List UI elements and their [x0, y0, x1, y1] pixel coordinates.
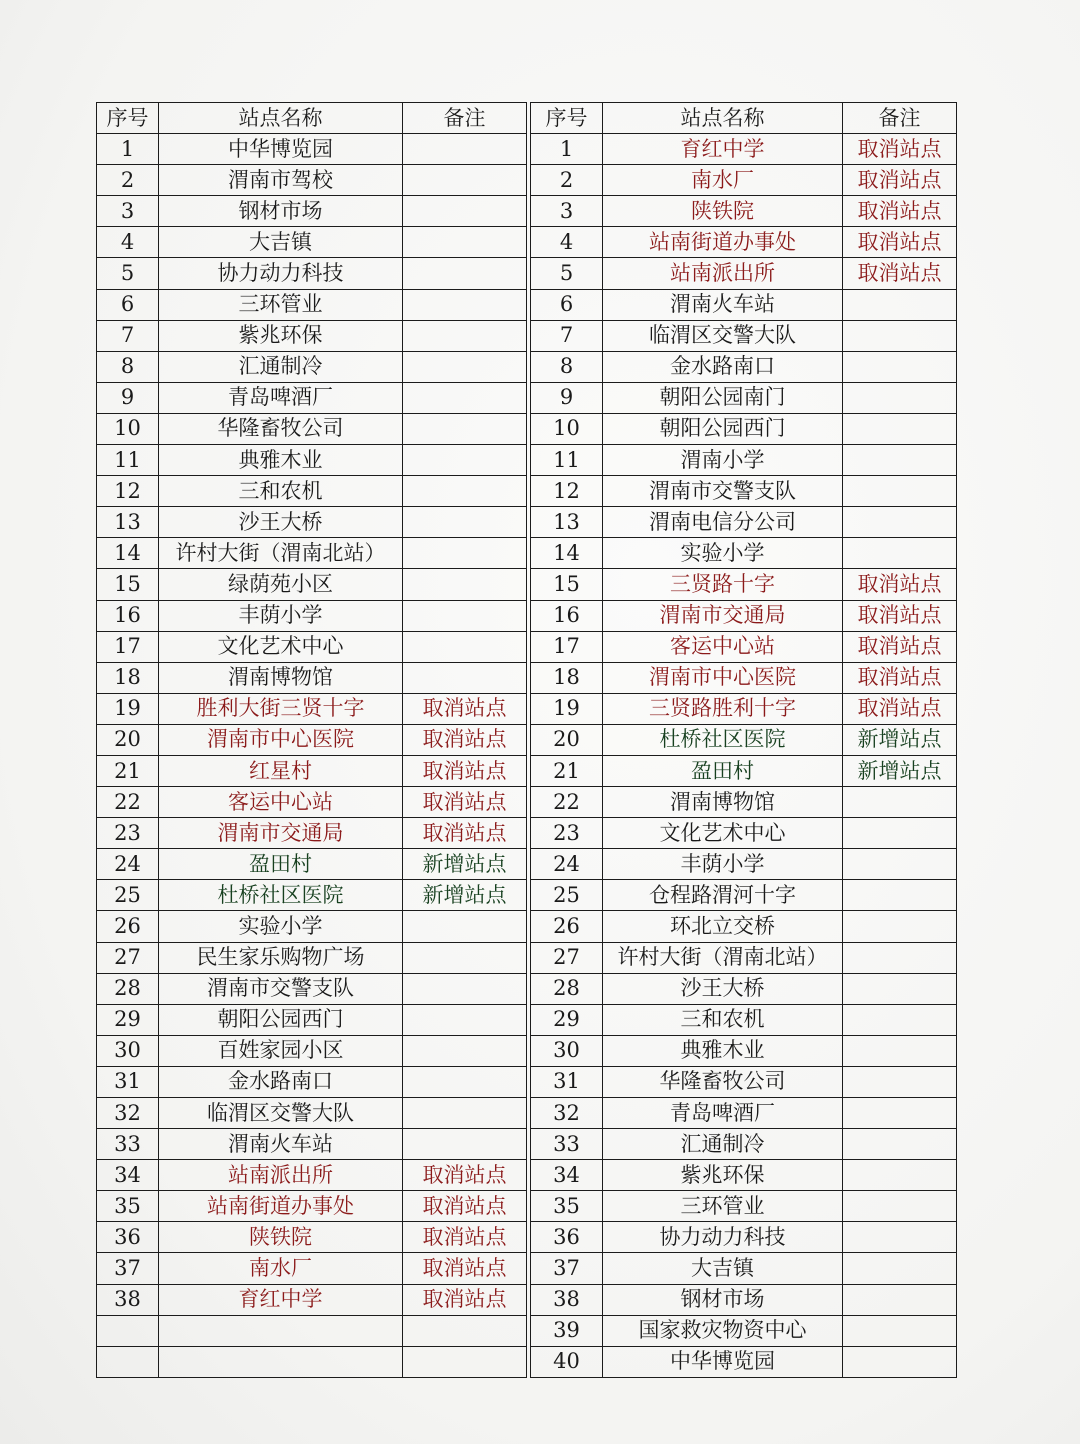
- left-seq-cell: 1: [97, 134, 159, 165]
- left-seq-cell: 33: [97, 1129, 159, 1160]
- table-row: [97, 382, 957, 413]
- right-seq-cell: 30: [531, 1035, 603, 1066]
- table-row: [97, 662, 957, 693]
- left-note-cell: [403, 476, 527, 507]
- table-row: [97, 1346, 957, 1377]
- left-seq-cell: 14: [97, 538, 159, 569]
- right-station-name: 丰荫小学: [603, 849, 843, 880]
- left-seq-cell: 13: [97, 507, 159, 538]
- left-station-name: 文化艺术中心: [159, 631, 403, 662]
- left-station-name: 丰荫小学: [159, 600, 403, 631]
- right-station-name: 渭南电信分公司: [603, 507, 843, 538]
- right-station-name: 实验小学: [603, 538, 843, 569]
- left-note-cell: [403, 631, 527, 662]
- right-station-name: 渭南火车站: [603, 289, 843, 320]
- right-station-name: 三和农机: [603, 1004, 843, 1035]
- right-note-cell: [843, 1222, 957, 1253]
- left-seq-cell: 28: [97, 973, 159, 1004]
- table-row: [97, 258, 957, 289]
- right-note-cell: [843, 911, 957, 942]
- left-station-name: 紫兆环保: [159, 320, 403, 351]
- right-note-cell: 取消站点: [843, 227, 957, 258]
- left-note-cell: [403, 662, 527, 693]
- left-station-name: 盈田村: [159, 849, 403, 880]
- left-seq-cell: 4: [97, 227, 159, 258]
- left-seq-cell: 3: [97, 196, 159, 227]
- right-note-cell: [843, 942, 957, 973]
- right-note-cell: [843, 1284, 957, 1315]
- right-seq-cell: 17: [531, 631, 603, 662]
- right-seq-cell: 28: [531, 973, 603, 1004]
- left-seq-cell: 6: [97, 289, 159, 320]
- right-station-name: 渭南市中心医院: [603, 662, 843, 693]
- left-note-cell: 取消站点: [403, 1191, 527, 1222]
- right-station-name: 青岛啤酒厂: [603, 1098, 843, 1129]
- table-row: [97, 1160, 957, 1191]
- left-note-cell: 取消站点: [403, 1253, 527, 1284]
- right-seq-cell: 27: [531, 942, 603, 973]
- left-station-name: 渭南火车站: [159, 1129, 403, 1160]
- left-seq-cell: 18: [97, 662, 159, 693]
- table-row: [97, 724, 957, 755]
- right-station-name: 站南派出所: [603, 258, 843, 289]
- right-note-cell: [843, 1129, 957, 1160]
- right-note-cell: 取消站点: [843, 196, 957, 227]
- left-note-cell: [403, 1129, 527, 1160]
- right-seq-cell: 36: [531, 1222, 603, 1253]
- right-note-cell: [843, 320, 957, 351]
- table-body: [97, 134, 957, 1378]
- left-seq-cell: 21: [97, 755, 159, 786]
- right-station-name: 汇通制冷: [603, 1129, 843, 1160]
- left-note-cell: [403, 258, 527, 289]
- left-station-name: 胜利大街三贤十字: [159, 693, 403, 724]
- right-station-name: 三贤路十字: [603, 569, 843, 600]
- left-note-cell: [403, 911, 527, 942]
- right-seq-cell: 39: [531, 1315, 603, 1346]
- table-row: [97, 320, 957, 351]
- right-note-cell: [843, 351, 957, 382]
- right-station-name: 渭南小学: [603, 445, 843, 476]
- left-note-cell: [403, 227, 527, 258]
- left-note-cell: 取消站点: [403, 1160, 527, 1191]
- right-note-cell: [843, 1004, 957, 1035]
- right-note-cell: 新增站点: [843, 755, 957, 786]
- left-station-name: 站南派出所: [159, 1160, 403, 1191]
- right-station-name: 三环管业: [603, 1191, 843, 1222]
- right-seq-cell: 19: [531, 693, 603, 724]
- right-seq-cell: 8: [531, 351, 603, 382]
- left-seq-cell: [97, 1315, 159, 1346]
- right-station-name: 仓程路渭河十字: [603, 880, 843, 911]
- left-seq-cell: 25: [97, 880, 159, 911]
- table-row: [97, 1222, 957, 1253]
- left-seq-cell: 11: [97, 445, 159, 476]
- table-row: [97, 880, 957, 911]
- left-note-cell: 取消站点: [403, 1222, 527, 1253]
- right-seq-cell: 20: [531, 724, 603, 755]
- left-seq-cell: 35: [97, 1191, 159, 1222]
- left-seq-cell: [97, 1346, 159, 1377]
- left-station-name: 渭南市交通局: [159, 818, 403, 849]
- left-seq-cell: 30: [97, 1035, 159, 1066]
- left-station-name: 陕铁院: [159, 1222, 403, 1253]
- left-seq-cell: 10: [97, 413, 159, 444]
- left-note-cell: 取消站点: [403, 1284, 527, 1315]
- right-note-cell: [843, 1098, 957, 1129]
- left-station-name: 临渭区交警大队: [159, 1098, 403, 1129]
- right-station-name: 沙王大桥: [603, 973, 843, 1004]
- left-seq-cell: 8: [97, 351, 159, 382]
- right-station-name: 华隆畜牧公司: [603, 1066, 843, 1097]
- left-station-name: [159, 1346, 403, 1377]
- left-station-name: 中华博览园: [159, 134, 403, 165]
- right-note-cell: [843, 1160, 957, 1191]
- right-seq-cell: 12: [531, 476, 603, 507]
- right-note-cell: [843, 973, 957, 1004]
- left-note-cell: [403, 1098, 527, 1129]
- right-note-cell: 新增站点: [843, 724, 957, 755]
- right-note-cell: 取消站点: [843, 258, 957, 289]
- table-row: [97, 942, 957, 973]
- right-seq-cell: 10: [531, 413, 603, 444]
- left-seq-header: 序号: [97, 103, 159, 134]
- left-station-name: 朝阳公园西门: [159, 1004, 403, 1035]
- left-note-cell: 取消站点: [403, 787, 527, 818]
- table-row: [97, 196, 957, 227]
- right-note-header: 备注: [843, 103, 957, 134]
- right-note-cell: [843, 476, 957, 507]
- left-note-cell: [403, 973, 527, 1004]
- left-note-cell: [403, 413, 527, 444]
- right-seq-cell: 35: [531, 1191, 603, 1222]
- right-seq-cell: 7: [531, 320, 603, 351]
- right-note-cell: [843, 1066, 957, 1097]
- table-row: [97, 600, 957, 631]
- right-station-name: 三贤路胜利十字: [603, 693, 843, 724]
- left-seq-cell: 26: [97, 911, 159, 942]
- station-comparison-table: [96, 102, 957, 1378]
- left-seq-cell: 37: [97, 1253, 159, 1284]
- right-note-cell: [843, 1315, 957, 1346]
- table-row: [97, 445, 957, 476]
- left-note-cell: [403, 1004, 527, 1035]
- right-seq-cell: 14: [531, 538, 603, 569]
- right-seq-cell: 21: [531, 755, 603, 786]
- left-note-cell: [403, 445, 527, 476]
- right-station-name: 大吉镇: [603, 1253, 843, 1284]
- left-station-name: 站南街道办事处: [159, 1191, 403, 1222]
- right-station-name: 渭南市交警支队: [603, 476, 843, 507]
- right-note-cell: 取消站点: [843, 165, 957, 196]
- right-station-name: 中华博览园: [603, 1346, 843, 1377]
- left-note-header: 备注: [403, 103, 527, 134]
- table-row: [97, 1004, 957, 1035]
- left-seq-cell: 31: [97, 1066, 159, 1097]
- table-row: [97, 227, 957, 258]
- right-seq-cell: 1: [531, 134, 603, 165]
- right-station-name: 紫兆环保: [603, 1160, 843, 1191]
- right-seq-cell: 22: [531, 787, 603, 818]
- table-row: [97, 507, 957, 538]
- right-note-cell: [843, 445, 957, 476]
- right-station-name: 南水厂: [603, 165, 843, 196]
- left-station-name: 育红中学: [159, 1284, 403, 1315]
- table-row: [97, 755, 957, 786]
- left-seq-cell: 5: [97, 258, 159, 289]
- table-row: [97, 693, 957, 724]
- left-seq-cell: 29: [97, 1004, 159, 1035]
- table-row: [97, 1191, 957, 1222]
- left-note-cell: 取消站点: [403, 755, 527, 786]
- right-note-cell: [843, 1346, 957, 1377]
- left-note-cell: [403, 1035, 527, 1066]
- right-note-cell: 取消站点: [843, 569, 957, 600]
- left-seq-cell: 17: [97, 631, 159, 662]
- left-station-name: 汇通制冷: [159, 351, 403, 382]
- left-seq-cell: 19: [97, 693, 159, 724]
- right-seq-cell: 38: [531, 1284, 603, 1315]
- right-note-cell: 取消站点: [843, 134, 957, 165]
- right-station-name: 客运中心站: [603, 631, 843, 662]
- left-seq-cell: 12: [97, 476, 159, 507]
- left-station-name: 实验小学: [159, 911, 403, 942]
- right-station-name: 环北立交桥: [603, 911, 843, 942]
- left-station-name: 三环管业: [159, 289, 403, 320]
- right-station-name: 典雅木业: [603, 1035, 843, 1066]
- left-station-name: 渭南市中心医院: [159, 724, 403, 755]
- left-seq-cell: 7: [97, 320, 159, 351]
- right-note-cell: 取消站点: [843, 662, 957, 693]
- left-station-name: 百姓家园小区: [159, 1035, 403, 1066]
- left-seq-cell: 36: [97, 1222, 159, 1253]
- table-row: [97, 787, 957, 818]
- right-seq-cell: 31: [531, 1066, 603, 1097]
- right-note-cell: 取消站点: [843, 600, 957, 631]
- right-station-name: 渭南市交通局: [603, 600, 843, 631]
- left-note-cell: [403, 196, 527, 227]
- right-station-name: 盈田村: [603, 755, 843, 786]
- left-note-cell: 取消站点: [403, 818, 527, 849]
- right-seq-header: 序号: [531, 103, 603, 134]
- table-row: [97, 165, 957, 196]
- left-station-name: 红星村: [159, 755, 403, 786]
- right-seq-cell: 18: [531, 662, 603, 693]
- right-seq-cell: 9: [531, 382, 603, 413]
- table-header-row: [97, 103, 957, 134]
- left-station-name: 青岛啤酒厂: [159, 382, 403, 413]
- right-note-cell: [843, 507, 957, 538]
- table-row: [97, 1129, 957, 1160]
- left-note-cell: [403, 942, 527, 973]
- right-seq-cell: 25: [531, 880, 603, 911]
- right-station-name: 陕铁院: [603, 196, 843, 227]
- table-row: [97, 538, 957, 569]
- right-station-name: 育红中学: [603, 134, 843, 165]
- left-station-name: 渭南市交警支队: [159, 973, 403, 1004]
- table-row: [97, 1066, 957, 1097]
- right-note-cell: [843, 787, 957, 818]
- left-station-name: 渭南市驾校: [159, 165, 403, 196]
- table-row: [97, 1035, 957, 1066]
- right-station-name: 渭南博物馆: [603, 787, 843, 818]
- left-station-name: 大吉镇: [159, 227, 403, 258]
- table-row: [97, 1284, 957, 1315]
- table-row: [97, 849, 957, 880]
- table-row: [97, 911, 957, 942]
- right-seq-cell: 6: [531, 289, 603, 320]
- left-note-cell: [403, 289, 527, 320]
- right-station-name: 文化艺术中心: [603, 818, 843, 849]
- table-row: [97, 476, 957, 507]
- left-note-cell: [403, 600, 527, 631]
- left-seq-cell: 23: [97, 818, 159, 849]
- table-row: [97, 569, 957, 600]
- left-note-cell: [403, 538, 527, 569]
- left-seq-cell: 15: [97, 569, 159, 600]
- left-note-cell: [403, 1346, 527, 1377]
- left-seq-cell: 32: [97, 1098, 159, 1129]
- left-note-cell: [403, 351, 527, 382]
- left-note-cell: [403, 134, 527, 165]
- right-seq-cell: 33: [531, 1129, 603, 1160]
- right-note-cell: [843, 413, 957, 444]
- right-seq-cell: 2: [531, 165, 603, 196]
- left-station-name: 许村大街（渭南北站）: [159, 538, 403, 569]
- right-seq-cell: 4: [531, 227, 603, 258]
- left-note-cell: [403, 165, 527, 196]
- table-row: [97, 413, 957, 444]
- left-seq-cell: 20: [97, 724, 159, 755]
- left-station-name: 协力动力科技: [159, 258, 403, 289]
- left-note-cell: 新增站点: [403, 880, 527, 911]
- right-station-name: 国家救灾物资中心: [603, 1315, 843, 1346]
- left-note-cell: [403, 569, 527, 600]
- right-name-header: 站点名称: [603, 103, 843, 134]
- right-seq-cell: 37: [531, 1253, 603, 1284]
- left-seq-cell: 16: [97, 600, 159, 631]
- right-note-cell: [843, 818, 957, 849]
- right-note-cell: 取消站点: [843, 693, 957, 724]
- table-row: [97, 289, 957, 320]
- right-seq-cell: 24: [531, 849, 603, 880]
- right-seq-cell: 23: [531, 818, 603, 849]
- right-note-cell: [843, 880, 957, 911]
- left-station-name: 典雅木业: [159, 445, 403, 476]
- right-seq-cell: 11: [531, 445, 603, 476]
- left-station-name: 三和农机: [159, 476, 403, 507]
- left-note-cell: 取消站点: [403, 724, 527, 755]
- right-seq-cell: 34: [531, 1160, 603, 1191]
- table-row: [97, 818, 957, 849]
- left-seq-cell: 9: [97, 382, 159, 413]
- right-note-cell: [843, 849, 957, 880]
- right-note-cell: [843, 1191, 957, 1222]
- right-note-cell: [843, 382, 957, 413]
- right-seq-cell: 40: [531, 1346, 603, 1377]
- left-note-cell: [403, 382, 527, 413]
- left-station-name: 民生家乐购物广场: [159, 942, 403, 973]
- right-seq-cell: 32: [531, 1098, 603, 1129]
- left-station-name: 沙王大桥: [159, 507, 403, 538]
- left-station-name: 南水厂: [159, 1253, 403, 1284]
- right-station-name: 许村大街（渭南北站）: [603, 942, 843, 973]
- table-row: [97, 1315, 957, 1346]
- right-seq-cell: 26: [531, 911, 603, 942]
- right-station-name: 金水路南口: [603, 351, 843, 382]
- right-station-name: 朝阳公园西门: [603, 413, 843, 444]
- right-station-name: 协力动力科技: [603, 1222, 843, 1253]
- right-note-cell: 取消站点: [843, 631, 957, 662]
- left-name-header: 站点名称: [159, 103, 403, 134]
- table-row: [97, 1098, 957, 1129]
- left-seq-cell: 22: [97, 787, 159, 818]
- right-note-cell: [843, 1035, 957, 1066]
- left-station-name: 客运中心站: [159, 787, 403, 818]
- right-seq-cell: 3: [531, 196, 603, 227]
- right-note-cell: [843, 1253, 957, 1284]
- left-seq-cell: 27: [97, 942, 159, 973]
- left-station-name: 绿荫苑小区: [159, 569, 403, 600]
- table-row: [97, 1253, 957, 1284]
- left-note-cell: [403, 507, 527, 538]
- table-row: [97, 134, 957, 165]
- right-station-name: 杜桥社区医院: [603, 724, 843, 755]
- left-seq-cell: 2: [97, 165, 159, 196]
- left-station-name: 钢材市场: [159, 196, 403, 227]
- right-station-name: 站南街道办事处: [603, 227, 843, 258]
- right-seq-cell: 13: [531, 507, 603, 538]
- right-seq-cell: 29: [531, 1004, 603, 1035]
- right-station-name: 朝阳公园南门: [603, 382, 843, 413]
- left-station-name: 渭南博物馆: [159, 662, 403, 693]
- left-note-cell: [403, 320, 527, 351]
- left-station-name: 杜桥社区医院: [159, 880, 403, 911]
- right-seq-cell: 15: [531, 569, 603, 600]
- table-row: [97, 973, 957, 1004]
- left-seq-cell: 34: [97, 1160, 159, 1191]
- table-row: [97, 631, 957, 662]
- table-row: [97, 351, 957, 382]
- left-station-name: 华隆畜牧公司: [159, 413, 403, 444]
- left-note-cell: 新增站点: [403, 849, 527, 880]
- right-station-name: 临渭区交警大队: [603, 320, 843, 351]
- left-seq-cell: 38: [97, 1284, 159, 1315]
- right-seq-cell: 16: [531, 600, 603, 631]
- left-note-cell: [403, 1066, 527, 1097]
- right-note-cell: [843, 289, 957, 320]
- left-note-cell: [403, 1315, 527, 1346]
- right-station-name: 钢材市场: [603, 1284, 843, 1315]
- left-station-name: 金水路南口: [159, 1066, 403, 1097]
- right-seq-cell: 5: [531, 258, 603, 289]
- left-seq-cell: 24: [97, 849, 159, 880]
- right-note-cell: [843, 538, 957, 569]
- left-station-name: [159, 1315, 403, 1346]
- left-note-cell: 取消站点: [403, 693, 527, 724]
